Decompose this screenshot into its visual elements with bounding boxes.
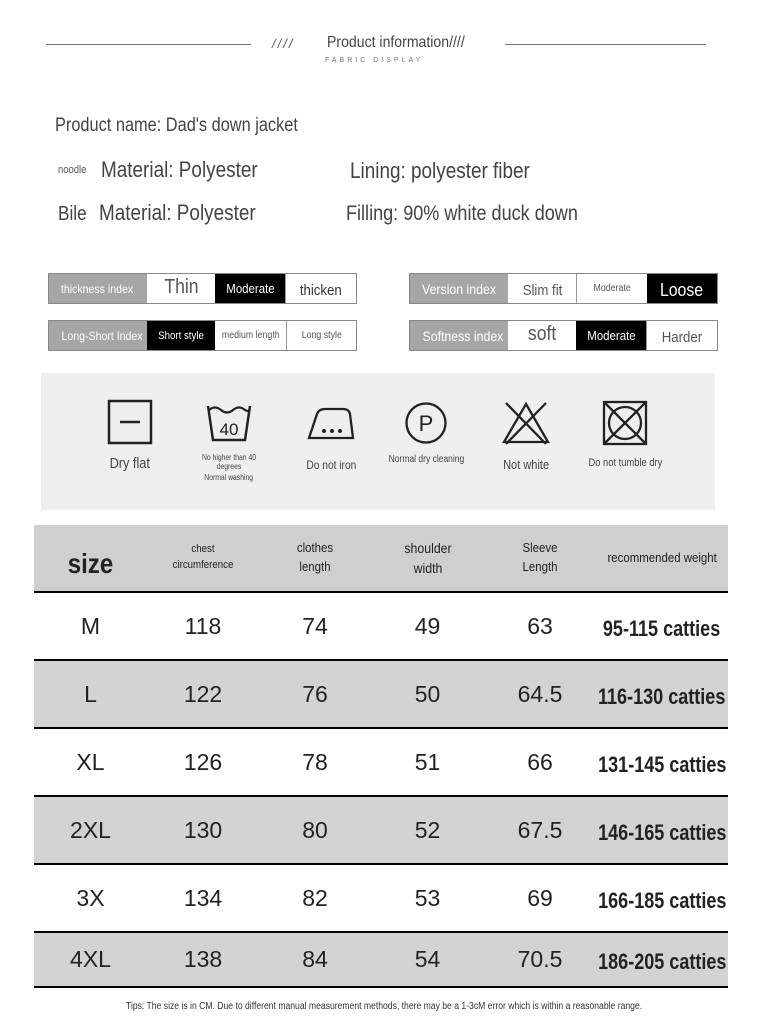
cell-shoulder: 54	[414, 946, 441, 972]
do-not-bleach-icon	[501, 400, 551, 446]
cell-chest: 130	[183, 816, 223, 843]
table-bottom-rule	[34, 986, 728, 988]
cell-size: XL	[76, 748, 105, 775]
page-subtitle: FABRIC DISPLAY	[325, 57, 424, 64]
care-do-not-bleach	[471, 373, 581, 510]
cell-length: 82	[302, 884, 328, 911]
length-option-short: Short style	[147, 321, 215, 350]
version-index-label: Version index	[410, 274, 508, 303]
care-label-wash-2: Normal washing	[204, 473, 254, 482]
care-dry-clean	[371, 373, 481, 510]
cell-chest: 126	[183, 748, 223, 775]
care-label-wash: No higher than 40 degrees	[201, 453, 257, 471]
table-header	[34, 525, 728, 591]
cell-sleeve: 63	[527, 612, 553, 639]
care-label-dry-clean: Normal dry cleaning	[388, 454, 464, 465]
thickness-option-moderate: Moderate	[215, 274, 285, 303]
cell-shoulder: 51	[414, 748, 441, 775]
care-instructions-panel	[41, 373, 715, 510]
size-tips: Tips: The size is in CM. Due to different manual measurement methods, there may be a 1-3cM error which is within a reasonable range.	[125, 1001, 643, 1012]
care-do-not-iron	[276, 373, 386, 510]
table-row	[34, 727, 728, 795]
care-dry-flat	[75, 373, 185, 510]
cell-size: M	[80, 612, 101, 639]
cell-shoulder: 50	[414, 680, 441, 707]
do-not-iron-icon	[305, 404, 357, 444]
cell-chest: 118	[184, 612, 222, 639]
header-length: clothes length	[296, 540, 334, 574]
care-label-do-not-iron: Do not iron	[306, 458, 356, 472]
filling: Filling: 90% white duck down	[346, 202, 578, 225]
header-chest: chest circumference	[172, 543, 234, 571]
cell-size: 2XL	[70, 816, 111, 843]
cell-chest: 138	[183, 946, 223, 972]
cell-length: 84	[302, 946, 328, 972]
inner-material: Material: Polyester	[99, 200, 256, 225]
thickness-option-thin: Thin	[163, 276, 199, 298]
thickness-option-thicken: thicken	[285, 274, 356, 303]
header-shoulder: shoulder width	[403, 539, 452, 576]
table-row	[34, 863, 728, 931]
cell-shoulder: 53	[414, 884, 441, 911]
cell-shoulder: 49	[414, 612, 441, 639]
softness-option-harder: Harder	[646, 321, 717, 350]
length-index-label: Long-Short Index	[49, 321, 147, 350]
dry-clean-p-icon	[404, 401, 448, 445]
product-name: Product name: Dad's down jacket	[55, 115, 298, 136]
outer-prefix: noodle	[58, 164, 87, 176]
version-option-slim: Slim fit	[522, 282, 562, 299]
length-option-long: Long style	[286, 321, 356, 350]
cell-size: L	[84, 680, 97, 707]
header-sleeve: Sleeve Length	[522, 540, 558, 574]
cell-weight: 95-115 catties	[603, 616, 721, 641]
cell-size: 3X	[76, 884, 105, 911]
softness-index	[409, 320, 718, 351]
version-index	[409, 273, 718, 304]
care-label-do-not-tumble: Do not tumble dry	[588, 457, 662, 469]
cell-length: 78	[302, 748, 328, 775]
header-slashes: ////	[272, 36, 295, 51]
dry-flat-icon	[107, 399, 153, 445]
length-option-medium: medium length	[221, 330, 280, 341]
cell-chest: 122	[183, 680, 223, 707]
table-row	[34, 931, 728, 986]
inner-prefix: Bile	[58, 203, 87, 225]
wash-40-icon	[205, 400, 253, 444]
cell-weight: 166-185 catties	[597, 888, 727, 913]
thickness-index	[48, 273, 357, 304]
cell-sleeve: 69	[527, 884, 553, 911]
cell-weight: 116-130 catties	[598, 684, 726, 709]
header-size: size	[67, 547, 114, 579]
care-label-dry-flat: Dry flat	[109, 455, 151, 472]
cell-size: 4XL	[70, 946, 111, 972]
cell-length: 74	[302, 612, 328, 639]
softness-option-soft: soft	[527, 323, 557, 345]
care-label-not-white: Not white	[502, 457, 550, 472]
page-title: Product information////	[327, 34, 465, 51]
care-wash-40	[174, 373, 284, 510]
dry-clean-letter: P	[418, 411, 434, 436]
length-index	[48, 320, 357, 351]
do-not-tumble-dry-icon	[601, 399, 649, 447]
outer-material: Material: Polyester	[101, 157, 258, 182]
cell-sleeve: 67.5	[517, 816, 563, 843]
cell-sleeve: 64.5	[517, 680, 563, 707]
version-option-loose: Loose	[647, 274, 717, 303]
table-row	[34, 591, 728, 659]
softness-index-label: Softness index	[410, 321, 508, 350]
table-row	[34, 795, 728, 863]
lining: Lining: polyester fiber	[350, 158, 530, 183]
cell-chest: 134	[183, 884, 223, 911]
header-rule-right	[505, 44, 706, 45]
cell-sleeve: 66	[527, 748, 553, 775]
header-weight: recommended weight	[607, 549, 717, 565]
table-row	[34, 659, 728, 727]
cell-length: 80	[302, 816, 328, 843]
cell-weight: 146-165 catties	[597, 820, 727, 845]
wash-temperature: 40	[219, 420, 239, 439]
header-rule-left	[46, 44, 251, 45]
softness-option-moderate: Moderate	[576, 321, 646, 350]
cell-weight: 131-145 catties	[597, 752, 727, 777]
version-option-moderate: Moderate	[576, 274, 647, 303]
cell-length: 76	[302, 680, 328, 707]
care-do-not-tumble	[570, 373, 680, 510]
cell-weight: 186-205 catties	[597, 948, 727, 974]
thickness-index-label: thickness index	[49, 274, 147, 303]
cell-shoulder: 52	[414, 816, 441, 843]
cell-sleeve: 70.5	[517, 946, 563, 972]
